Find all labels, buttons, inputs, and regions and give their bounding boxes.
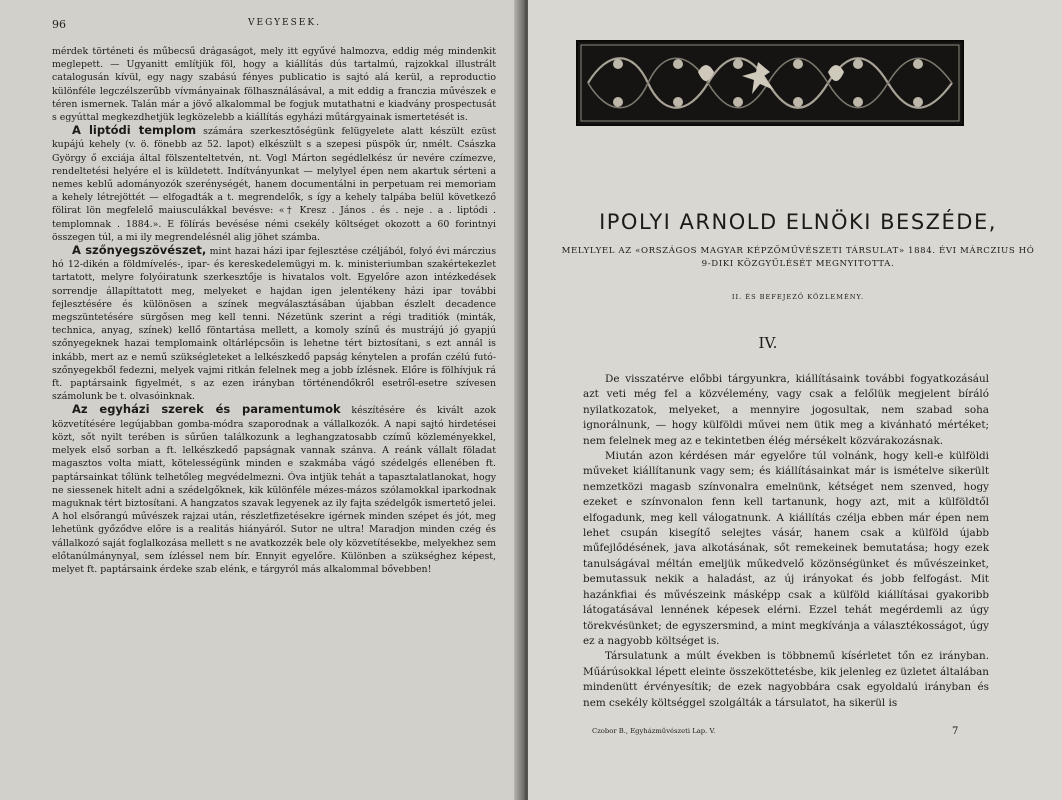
right-page (528, 0, 1062, 800)
paragraph-text: mint hazai házi ipar fejlesztése czéljából, folyó évi márczius hó 12-dikén a földmívelés-, ipar- és kereskedelemügyi m. k. ministeriumban szakértekezlet tartatott, melyre folyóiratunk szerkesztője is hivatalos volt. Egyelőre azon intézkedések sorrendje állapíttatott meg, melyeket e hajdan igen jelentékeny házi ipar további fejlesztésére és különösen a színek megválasztásában újabban észlelt decadence megszüntetésére sürgősen meg kell tenni. Nézetünk szerint a régi traditiók (minták, technica, anyag, színek) kellő föntartása mellett, a komoly színű és mustrájú jó gyapjú szőnyegeknek hazai templomaink oltárlépcsőin is lehetne tért biztosítani, s ezt annál is inkább, mert az e nemű szükségleteket a lelkészkedő papság kénytelen a profán czélú futó-szőnyegekből fedezni, melyek vajmi ritkán felelnek meg a jobb ízlésnek. Előre is fölhívjuk rá ft. paptársaink figyelmét, s az ezen irányban történendőkről esetről-esetre szívesen számolunk be t. olvasóinknak. (52, 246, 497, 403)
section-number: IV. (758, 334, 778, 352)
paragraph-heading: A szőnyegszövészet, (72, 243, 207, 258)
right-paragraph: Társulatunk a múlt években is többnemű kísérletet tőn ez irányban. Műárúsokkal lépett eleinte összeköttetésbe, kik jelenleg ez üzletet általában mindenütt érvényesítik; de ezek nagyobbára csak egyoldalú irányban és nem csekély költséggel szolgálták a társulatot, ha sikerül is (583, 650, 989, 709)
paragraph-heading: A liptódi templom (72, 123, 197, 138)
left-running-head (52, 18, 512, 36)
ornament-scrollwork (578, 42, 962, 124)
paragraph-heading: Az egyházi szerek és paramentumok (72, 402, 341, 417)
left-paragraph (52, 124, 496, 244)
left-page-number: 96 (52, 18, 66, 31)
left-text-column (52, 44, 496, 576)
footer-signature: Czobor B., Egyházművészeti Lap. V. (592, 727, 716, 735)
footer-number: 7 (952, 726, 959, 737)
article-title: IPOLYI ARNOLD ELNÖKI BESZÉDE, (599, 210, 997, 234)
left-paragraph (52, 244, 496, 403)
paragraph-text: készítésére és kivált azok közvetítésére legújabban gomba-módra szaporodnak a vállalkozók. A napi sajtó hirdetései közt, sőt nyilt terében is sűrűen találkozunk a leghangzatosabb czímű közleményekkel, melyek első sorban a ft. lelkészkedő papságnak vannak szánva. A reánk vállalt föladat magasztos volta miatt, kötelességünk minden e szakmába vágó szédelgés ellenében ft. paptársainkat tőlünk telhetőleg megvédelmezni. Óva intjük tehát a tapasztalatlanokat, hogy ne siessenek hitelt adni a szédelgőknek, kik különféle mézes-mázos szólamokkal iparkodnak maguknak tért biztosítani. A hangzatos szavak legyenek az ily fajta szédelgők ismertető jelei. A hol elsőrangú művészek rajzai után, részletfizetésekre igérnek minden szépet és jót, meg lehetünk győződve előre is a realitás hiányáról. Sutor ne ultra! Maradjon minden czég és vállalkozó saját foglalkozása mellett s ne avatkozzék bele oly közvetítésekbe, melyekhez sem előtanúlmánynyal, sem ízléssel nem bír. Ennyit egyelőre. Különben a szükséghez képest, melyet ft. paptársaink érdeke szab elénk, e tárgyról más alkalommal bővebben! (52, 405, 496, 575)
left-running-title: VEGYESEK. (248, 18, 321, 28)
right-paragraph: Miután azon kérdésen már egyelőre túl volnánk, hogy kell-e külföldi műveket kiállítanunk vagy sem; és kiállításainkat már is ismételve sikerült nemzetközi magasb színvonalra emelnünk, kétséget nem szenved, hogy ezeket e színvonalon fenn kell tartanunk, hogy azt, mit a külföldtől elfogadunk, meg kell válogatnunk. A kiállítás czélja ebben már épen nem lehet csupán kisegítő selejtes vásár, hanem csak a külföld újabb műfejlődésének, java alkotásának, sőt remekeinek bemutatása; hogy ezek tanulságával méltán emeljük műkedvelő közönségünket és művészeinket, bemutassuk nekik a haladást, az új irányokat és jobb felfogást. Mit hazánkfiai és művészeink másképp csak a külföld kiállításai gyakoribb látogatásával lennének képesek elérni. Ezzel tehát megérdemli az úgy törekvésünket; de egyszersmind, a mint megkívánja a választékosságot, úgy ez a nagyobb költséget is. (583, 450, 989, 647)
right-paragraph: De visszatérve előbbi tárgyunkra, kiállításaink további fogyatkozásául azt veti még fel a közvélemény, vagy csak a felőlük megjelent bíráló nyilatkozatok, melyeket, a mennyire jogosultak, nem szabad soha ignorálnunk, — hogy külföldi művei nem ütik meg a kivánható mértéket; nem felelnek meg az e tekintetben élég mérsékelt közvárakozásnak. (583, 373, 989, 447)
right-text-column (583, 372, 989, 711)
left-paragraph (52, 44, 496, 124)
part-label: II. ÉS BEFEJEZŐ KÖZLEMÉNY. (731, 293, 865, 301)
paragraph-text: számára szerkesztőségünk felügyelete alatt készült ezüst kupájú kehely (v. ö. fönebb az 52. lapot) elkészült s a szepesi püspök úr, nmélt. Császka György ő exciája által fölszenteltetvén, nt. Vogl Márton segédlelkész úr nevére czímezve, rendeltetési helyére el is küldetett. Indítványunkat — melylyel épen nem akartuk sérteni a nemes keblű adományozók szerénységét, hanem documentálni in perpetuam rei memoriam a kehely létrejöttét — elfogadták a t. megrendelők, s így a kehely talpába belül következő fölirat lön megfelelő maiusculákkal bevésve: «† Kresz . János . és . neje . a . liptódi . templomnak . 1884.». E fölírás bevésése némi csekély költséget okozott a 60 forintnyi összegen túl, a mi ily megrendelésnél alig jöhet számba. (52, 126, 496, 243)
left-paragraph (52, 403, 496, 576)
article-subtitle: MELYLYEL AZ «ORSZÁGOS MAGYAR KÉPZŐMŰVÉSZETI TÁRSULAT» 1884. ÉVI MÁRCZIUS HÓ 9-DIKI KÖZGYŰLÉSÉT MEGNYITOTTA. (561, 246, 1035, 269)
left-page (0, 0, 526, 800)
paragraph-text: mérdek történeti és műbecsű drágaságot, mely itt egyűvé halmozva, eddig még mindenkit meglepett. — Ugyanitt említjük föl, hogy a kiállítás dús tartalmú, rajzokkal illustrált catalogusán kívül, egy nagy szabású fényes publicatio is sajtó alá kerül, a reproductio különféle legczélszerűbb vívmányainak fölhasználásával, a mit eddig a franczia művészek e téren ismernek. Talán már a jövő alkalommal be fogjuk mutathatni e kiadvány prospectusát s egyúttal megkezdhetjük legközelebb a kiállítás egyházi műtárgyainak ismertetését is. (52, 46, 496, 124)
ornamental-headpiece (576, 40, 964, 126)
